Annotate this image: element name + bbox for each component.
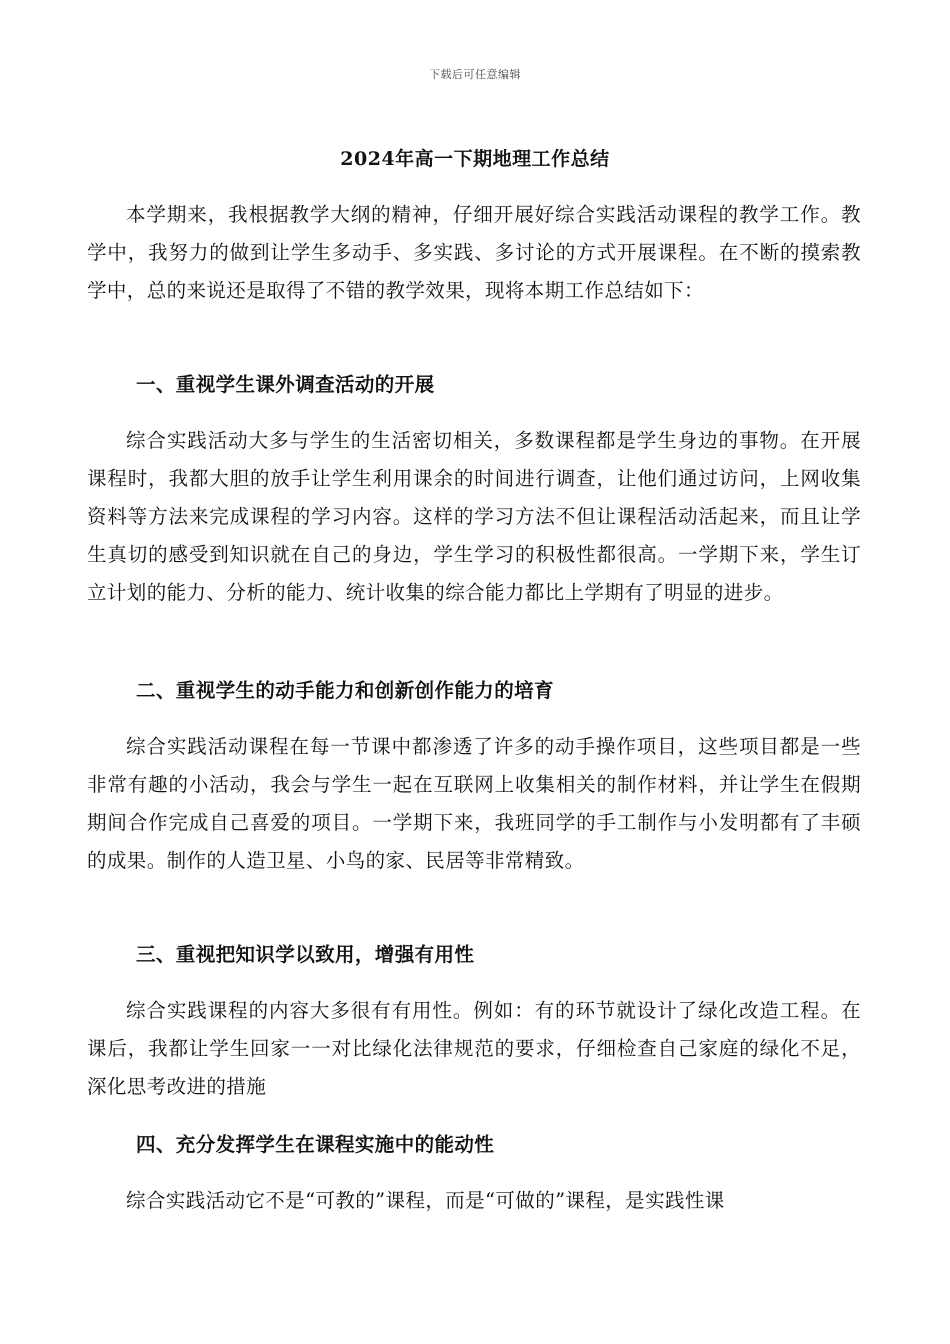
intro-paragraph: 本学期来，我根据教学大纲的精神，仔细开展好综合实践活动课程的教学工作。教学中，我努力的做到让学生多动手、多实践、多讨论的方式开展课程。在不断的摸索教学中，总的来说还是取得了不错的教学效果，现将本期工作总结如下： (87, 203, 861, 302)
section-body-2: 综合实践活动课程在每一节课中都渗透了许多的动手操作项目，这些项目都是一些非常有趣的小活动，我会与学生一起在互联网上收集相关的制作材料，并让学生在假期期间合作完成自己喜爱的项目。一学期下来，我班同学的手工制作与小发明都有了丰硕的成果。制作的人造卫星、小鸟的家、民居等非常精致。 (87, 735, 861, 872)
section-body-3: 综合实践课程的内容大多很有有用性。例如：有的环节就设计了绿化改造工程。在课后，我都让学生回家一一对比绿化法律规范的要求，仔细检查自己家庭的绿化不足，深化思考改进的措施 (87, 999, 861, 1098)
section-heading-4: 四、充分发挥学生在课程实施中的能动性 (136, 1133, 495, 1156)
section-heading-1: 一、重视学生课外调查活动的开展 (136, 373, 435, 396)
page-header: 下载后可任意编辑 (429, 68, 521, 81)
section-body-4: 综合实践活动它不是“可教的”课程，而是“可做的”课程，是实践性课 (126, 1189, 725, 1212)
document-title: 2024年高一下期地理工作总结 (340, 148, 610, 170)
section-heading-3: 三、重视把知识学以致用，增强有用性 (136, 943, 475, 966)
section-heading-2: 二、重视学生的动手能力和创新创作能力的培育 (136, 679, 554, 702)
section-body-1: 综合实践活动大多与学生的生活密切相关，多数课程都是学生身边的事物。在开展课程时，我都大胆的放手让学生利用课余的时间进行调查，让他们通过访问，上网收集资料等方法来完成课程的学习内容。这样的学习方法不但让课程活动活起来，而且让学生真切的感受到知识就在自己的身边，学生学习的积极性都很高。一学期下来，学生订立计划的能力、分析的能力、统计收集的综合能力都比上学期有了明显的进步。 (87, 429, 861, 604)
